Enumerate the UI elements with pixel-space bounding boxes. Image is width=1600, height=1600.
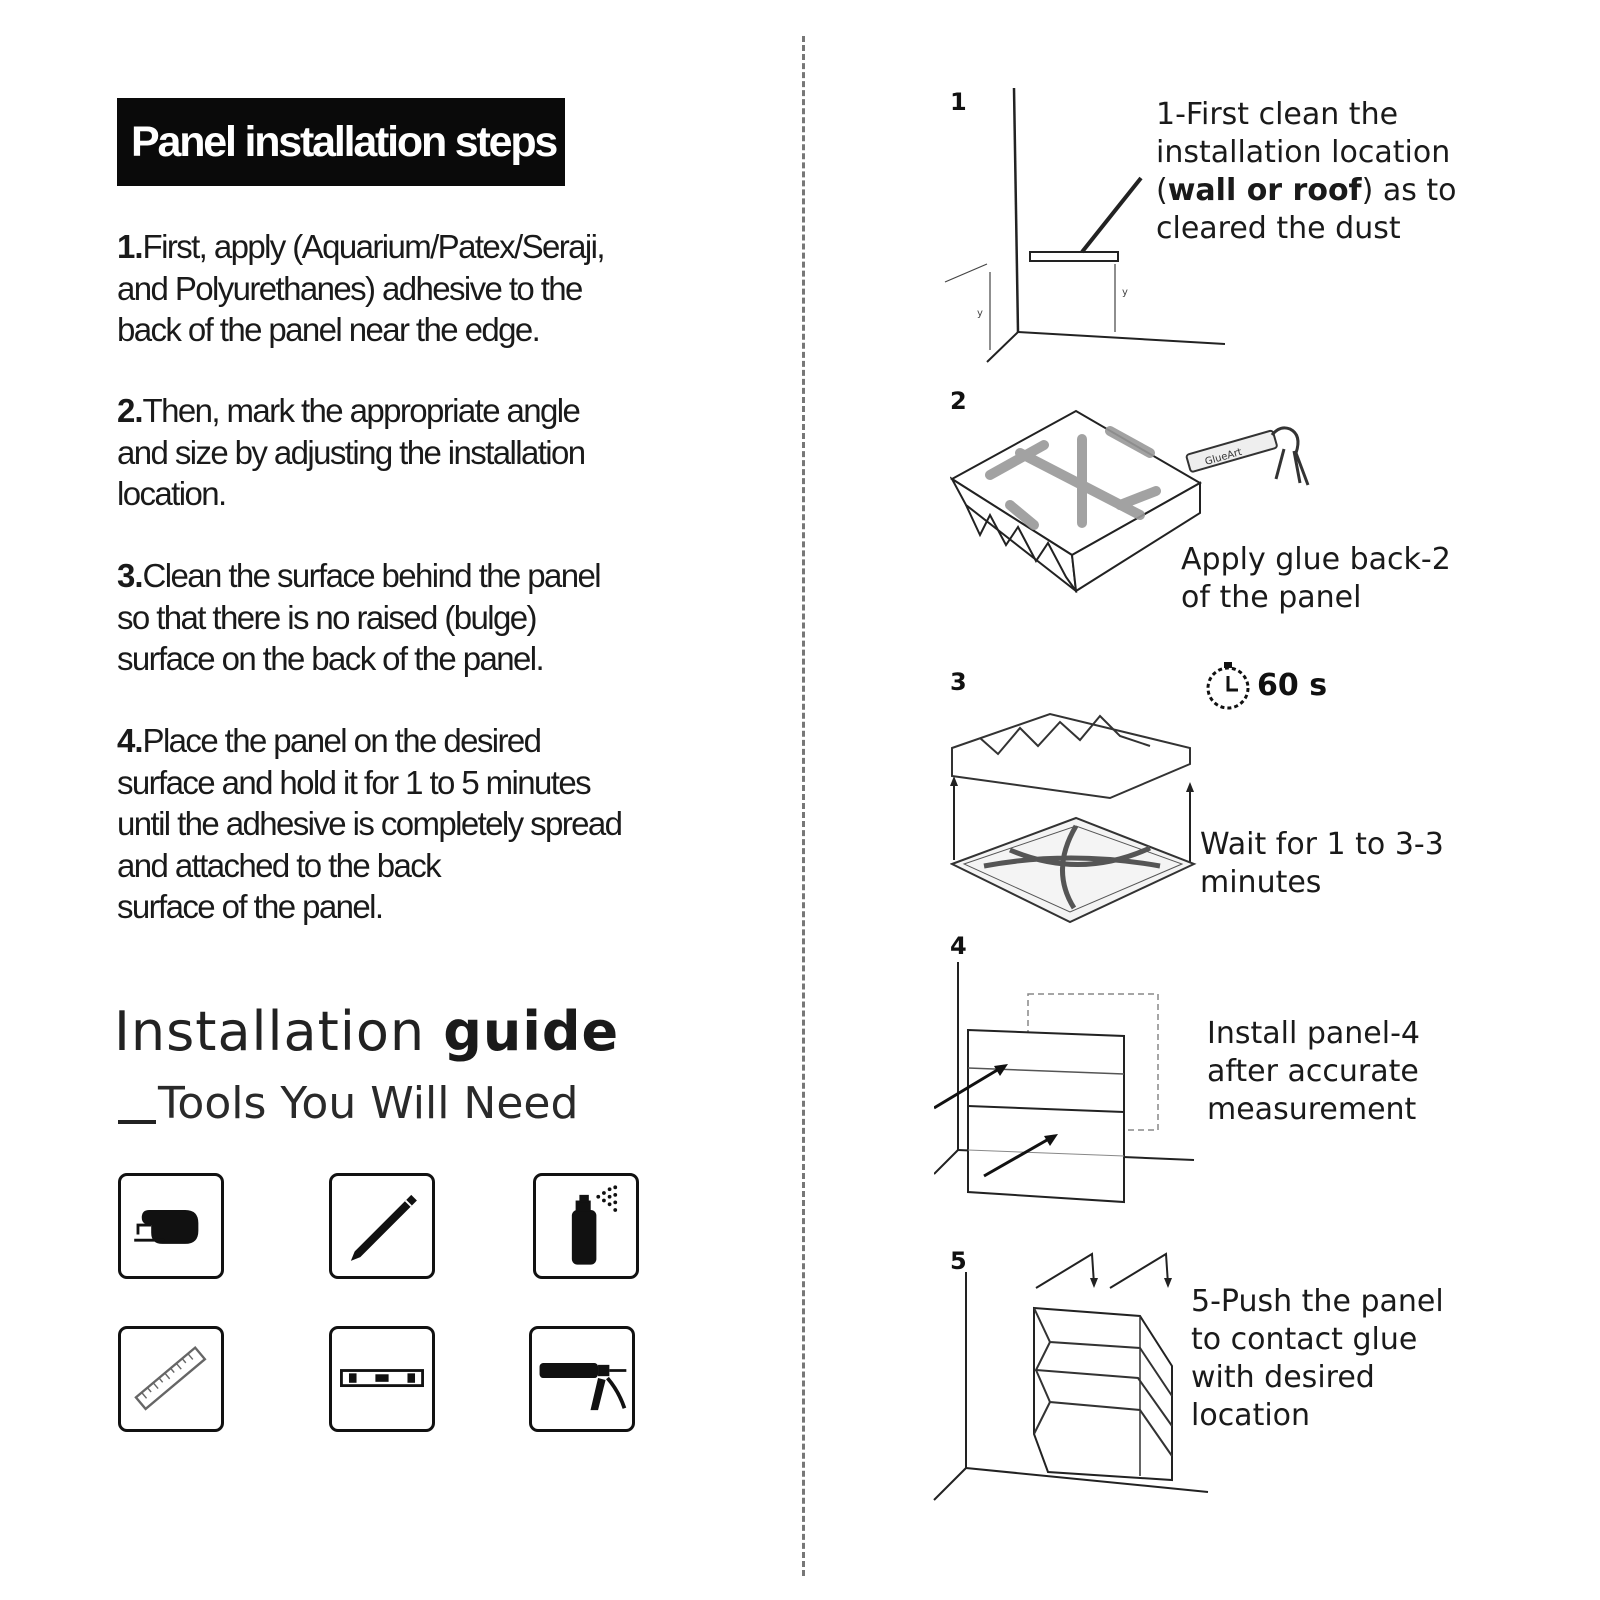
pencil-icon [329,1173,435,1279]
diagram-caption-2: Apply glue back-2 of the panel [1181,542,1451,615]
step-text-line: and size by adjusting the installation [117,433,585,471]
installation-guide-heading: Installation guide [114,1000,620,1063]
step-text-line: and Polyurethanes) adhesive to the [117,269,582,307]
instruction-step-3 [117,555,657,680]
instruction-step-2 [117,390,657,515]
diagram-caption-5: 5-Push the panel to contact glue with desired location [1191,1284,1444,1433]
step-text-line: Place the panel on the desired [142,722,541,759]
dimension-label: y [977,308,983,319]
step-text-line: and attached to the back [117,846,441,884]
spray-adhesive-icon [533,1173,639,1279]
install-panel-illustration [934,960,1214,1210]
tape-measure-icon [118,1173,224,1279]
ruler-icon [118,1326,224,1432]
step-number: 4. [117,722,143,759]
dimension-label: y [1122,287,1128,298]
instruction-step-1 [117,226,657,351]
push-panel-illustration [932,1250,1222,1510]
diagram-step-number-1: 1 [950,88,967,116]
step-number: 2. [117,392,143,429]
glue-tube-label: GlueArt [1203,446,1244,468]
step-text-line: surface of the panel. [117,888,383,925]
diagram-caption-3: Wait for 1 to 3-3 minutes [1200,827,1444,900]
step-text-line: surface on the back of the panel. [117,640,544,677]
diagram-step-number-5: 5 [950,1247,967,1275]
caulking-gun-icon [529,1326,635,1432]
step-text-line: back of the panel near the edge. [117,311,540,348]
dashed-divider [802,36,805,1576]
diagram-step-number-4: 4 [950,932,967,960]
panel-installation-title: Panel installation steps [117,98,565,186]
step-text-line: until the adhesive is completely spread [117,805,622,842]
step-text-line: so that there is no raised (bulge) [117,598,536,636]
wait-panel-illustration [950,700,1200,930]
step-number: 1. [117,228,143,265]
step-text-line: location. [117,475,226,512]
diagram-caption-1: 1-First clean the installation location (wall or roof) as to cleared the dust [1156,97,1457,246]
step-text-line: First, apply (Aquarium/Patex/Seraji, [142,228,604,265]
diagram-step-number-2: 2 [950,387,967,415]
step-text-line: Clean the surface behind the panel [142,557,601,594]
diagram-caption-4: Install panel-4 after accurate measurement [1207,1016,1420,1127]
timer-duration: 60 s [1257,668,1328,703]
stopwatch-icon [1204,660,1252,710]
tools-subheading: Tools You Will Need [118,1078,578,1129]
instruction-step-4 [117,720,657,928]
step-number: 3. [117,557,143,594]
step-text-line: surface and hold it for 1 to 5 minutes [117,763,591,801]
diagram-step-number-3: 3 [950,668,967,696]
spirit-level-icon [329,1326,435,1432]
step-text-line: Then, mark the appropriate angle [142,392,580,429]
